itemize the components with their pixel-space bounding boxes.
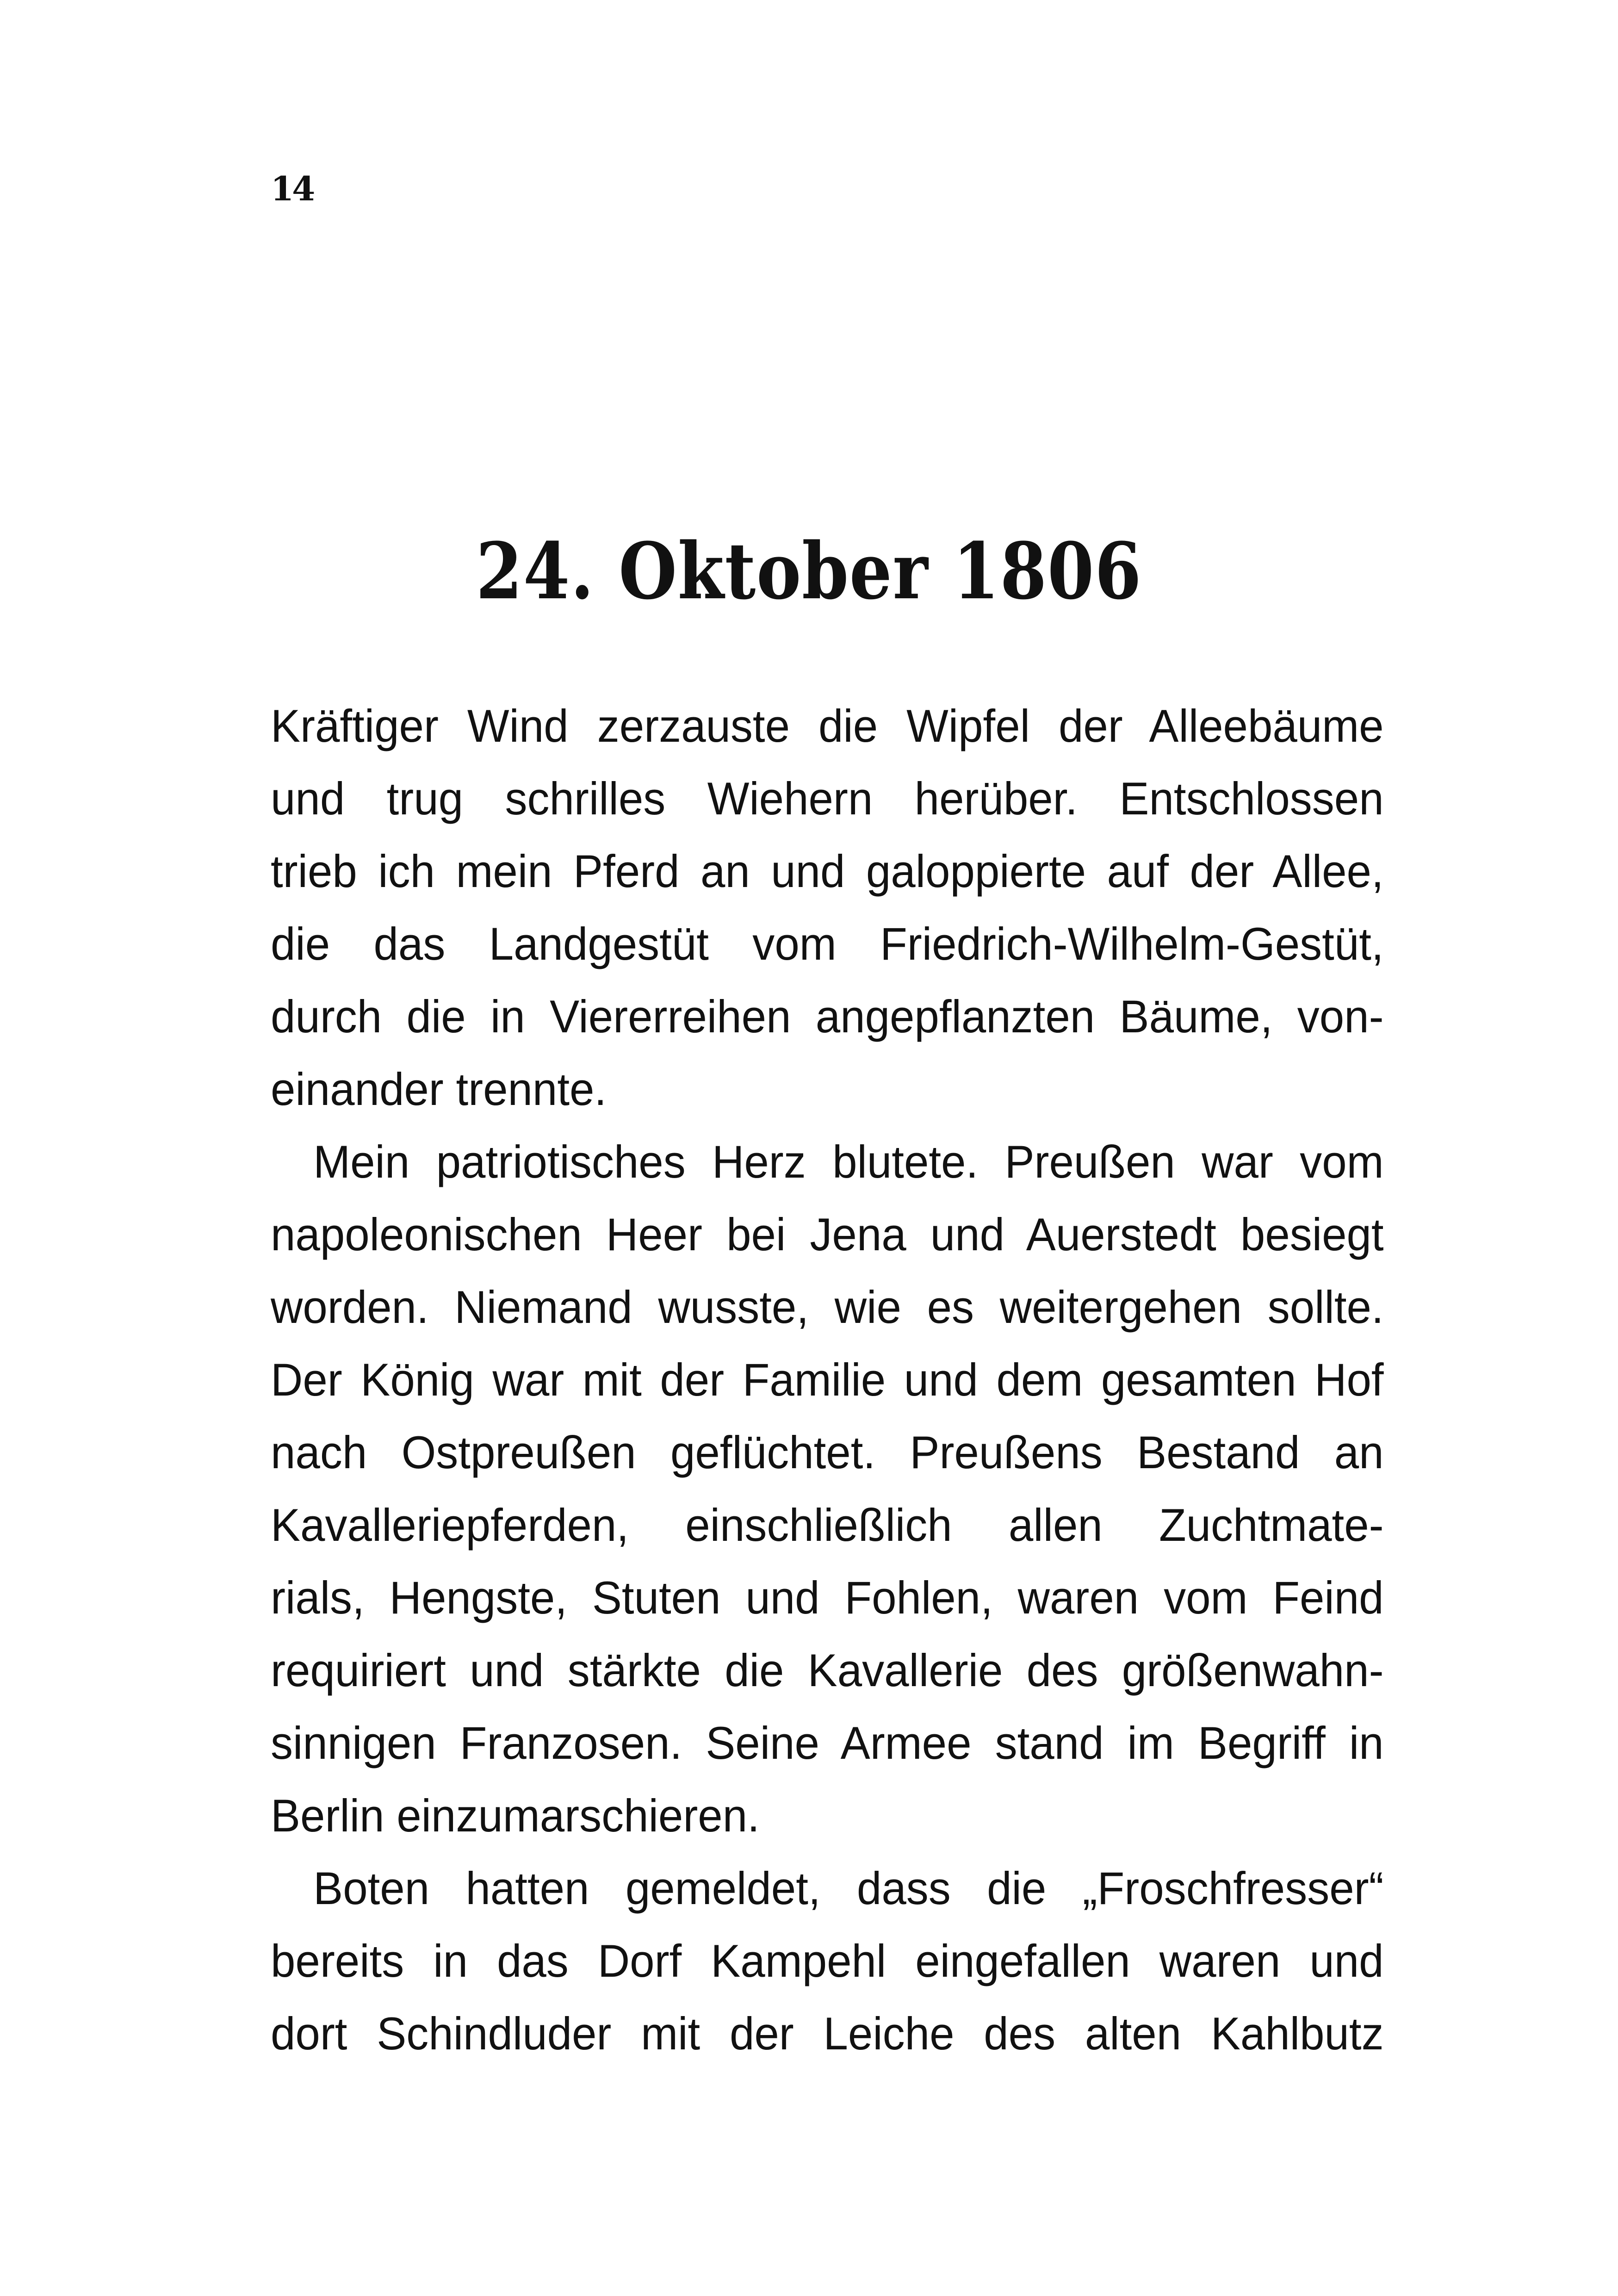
paragraph-3-line-3: dort Schindluder mit der Leiche des alten Kahlbutz (271, 2008, 1384, 2059)
paragraph-2-line-3: worden. Niemand wusste, wie es weitergehen sollte. (271, 1281, 1384, 1333)
page-number: 14 (271, 169, 314, 208)
paragraph-1-line-4: die das Landgestüt vom Friedrich-Wilhelm-Gestüt, (271, 918, 1384, 969)
paragraph-2-line-5: nach Ostpreußen geflüchtet. Preußens Bestand an (271, 1427, 1384, 1478)
paragraph-2-line-9: sinnigen Franzosen. Seine Armee stand im Begriff in (271, 1717, 1384, 1769)
paragraph-2-line-10: Berlin einzumarschieren. (271, 1790, 760, 1841)
paragraph-2-line-4: Der König war mit der Familie und dem gesamten Hof (271, 1354, 1384, 1405)
paragraph-2-line-1: Mein patriotisches Herz blutete. Preußen war vom (313, 1136, 1384, 1187)
paragraph-2-line-8: requiriert und stärkte die Kavallerie des größenwahn- (271, 1644, 1384, 1696)
paragraph-1-line-1: Kräftiger Wind zerzauste die Wipfel der Alleebäume (271, 700, 1384, 751)
paragraph-1-line-2: und trug schrilles Wiehern herüber. Entschlossen (271, 773, 1384, 824)
chapter-title: 24. Oktober 1806 (476, 525, 1142, 617)
paragraph-1-line-5: durch die in Viererreihen angepflanzten Bäume, von- (271, 991, 1384, 1042)
paragraph-2-line-2: napoleonischen Heer bei Jena und Auerstedt besiegt (271, 1209, 1384, 1260)
paragraph-3-line-1: Boten hatten gemeldet, dass die „Froschfresser“ (313, 1862, 1384, 1914)
paragraph-1-line-3: trieb ich mein Pferd an und galoppierte auf der Allee, (271, 845, 1384, 897)
paragraph-2-line-7: rials, Hengste, Stuten und Fohlen, waren vom Feind (271, 1572, 1384, 1623)
paragraph-2-line-6: Kavalleriepferden, einschließlich allen Zuchtmate- (271, 1499, 1384, 1551)
paragraph-3-line-2: bereits in das Dorf Kampehl eingefallen waren und (271, 1935, 1384, 1986)
paragraph-1-line-6: einander trennte. (271, 1063, 607, 1115)
body-text (271, 689, 1383, 2070)
